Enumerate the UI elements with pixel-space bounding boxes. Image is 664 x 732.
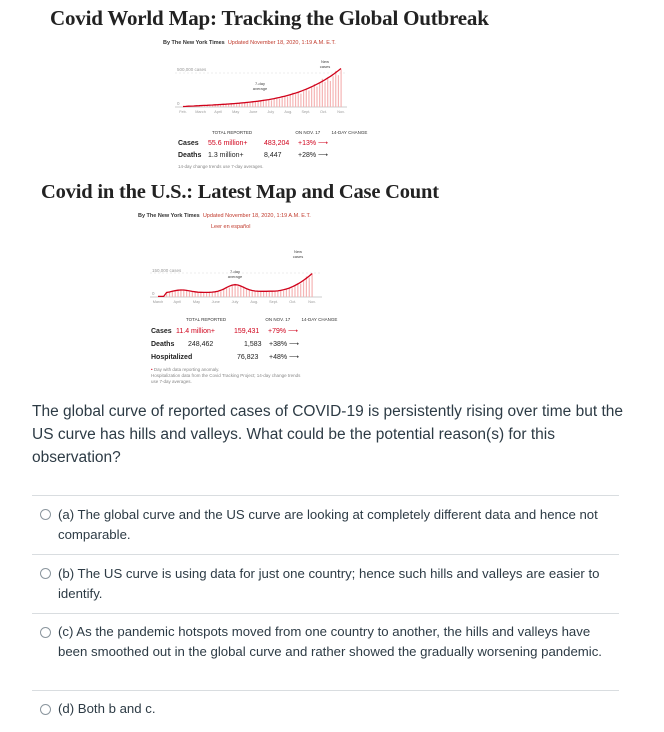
- global-bar: [268, 99, 269, 107]
- us-new-label-2: cases: [292, 254, 304, 259]
- global-bar: [319, 83, 320, 107]
- global-month-label: March: [195, 110, 206, 114]
- spanish-link[interactable]: Leer en español: [211, 224, 251, 230]
- global-stats-header: [212, 130, 367, 135]
- global-bar: [311, 87, 312, 107]
- global-bar: [249, 103, 250, 107]
- us-bar: [263, 291, 264, 297]
- option-divider: [32, 554, 619, 555]
- anomaly-dot-icon: •: [151, 367, 153, 372]
- arrow-right-icon: ⟶: [316, 140, 329, 147]
- global-byline-author[interactable]: By The New York Times: [163, 40, 225, 46]
- us-cases-label: Cases: [151, 328, 172, 335]
- global-month-label: June: [249, 110, 258, 114]
- global-month-label: Feb.: [179, 110, 187, 114]
- option-c-label[interactable]: (c) As the pandemic hotspots moved from one country to another, the hills and valleys have been smoothed out in the global curve and rather showed the gradually worsening pandemic.: [58, 624, 602, 659]
- global-bar: [338, 75, 339, 107]
- option-a-label[interactable]: (a) The global curve and the US curve are looking at completely different data and hence not comparable.: [58, 507, 598, 542]
- us-month-label: June: [211, 300, 220, 304]
- global-month-label: Sept.: [301, 110, 311, 114]
- us-cases-total: 11.4 million+: [176, 328, 215, 335]
- us-hdr-change: 14-DAY CHANGE: [301, 317, 338, 322]
- us-month-label: Nov.: [308, 300, 316, 304]
- global-updated: Updated November 18, 2020, 1:19 A.M. E.T.: [227, 40, 336, 46]
- global-hdr-change: 14-DAY CHANGE: [331, 130, 368, 135]
- option-divider: [32, 613, 619, 614]
- option-d-label[interactable]: (d) Both b and c.: [58, 701, 156, 716]
- us-bar: [277, 291, 278, 297]
- global-bar: [274, 99, 275, 107]
- us-zero-label: 0: [152, 291, 155, 296]
- us-bar: [252, 291, 253, 297]
- global-deaths-label: Deaths: [178, 152, 202, 159]
- us-title: Covid in the U.S.: Latest Map and Case Count: [41, 181, 439, 203]
- us-month-label: Sept.: [269, 300, 278, 304]
- us-month-label: March: [152, 300, 164, 304]
- global-bar: [308, 90, 309, 107]
- global-bar: [327, 77, 328, 107]
- us-row-deaths: [151, 340, 299, 348]
- us-bar: [237, 286, 238, 297]
- global-month-label: Aug.: [284, 110, 293, 114]
- us-bar: [215, 292, 216, 297]
- global-bar: [324, 82, 325, 107]
- us-bar: [209, 292, 210, 297]
- global-cases-on: 483,204: [264, 140, 290, 147]
- us-month-label: April: [173, 300, 182, 304]
- global-bar: [252, 102, 253, 107]
- us-bar: [189, 292, 190, 297]
- global-bar: [284, 95, 285, 107]
- us-bar: [192, 292, 193, 297]
- us-row-cases: [151, 327, 298, 335]
- us-bar: [217, 291, 218, 297]
- option-b-label[interactable]: (b) The US curve is using data for just one country; hence such hills and valleys are easier to identify.: [58, 566, 600, 601]
- us-bar: [272, 291, 273, 297]
- global-bar: [298, 92, 299, 107]
- global-deaths-total: 1.3 million+: [208, 152, 244, 159]
- us-footnote-2: Hospitalization data from the Covid Tracking Project; 14-day change trends: [151, 373, 301, 378]
- us-bar: [169, 292, 170, 297]
- option-divider: [32, 690, 619, 691]
- global-bar: [322, 79, 323, 107]
- us-deaths-total: 248,462: [188, 341, 214, 348]
- us-bar: [283, 291, 284, 297]
- global-avg-label-1: 7-day: [254, 81, 266, 86]
- us-avg-label-1: 7-day: [229, 269, 241, 274]
- global-month-label: July: [267, 110, 275, 114]
- global-bar: [236, 104, 237, 107]
- us-bar: [312, 273, 313, 297]
- global-title: Covid World Map: Tracking the Global Outbreak: [50, 6, 489, 30]
- global-bar: [314, 84, 315, 107]
- us-bar: [197, 293, 198, 297]
- us-bar: [300, 284, 301, 297]
- us-bar: [229, 288, 230, 297]
- us-bar: [292, 288, 293, 297]
- global-bar: [287, 97, 288, 107]
- us-deaths-label: Deaths: [151, 341, 175, 348]
- option-c-radio[interactable]: [40, 627, 51, 638]
- global-cases-total: 55.6 million+: [208, 140, 248, 147]
- global-cases-label: Cases: [178, 140, 199, 147]
- us-bar: [206, 293, 207, 297]
- us-bar: [303, 280, 304, 297]
- global-bar: [335, 71, 336, 107]
- global-bar: [290, 95, 291, 107]
- option-a-radio[interactable]: [40, 509, 51, 520]
- global-bar: [228, 104, 229, 107]
- us-bar: [175, 291, 176, 297]
- us-updated: Updated November 18, 2020, 1:19 A.M. E.T.: [202, 213, 311, 219]
- global-bar: [303, 91, 304, 107]
- option-divider: [32, 495, 619, 496]
- us-bar: [232, 285, 233, 297]
- us-bar: [254, 291, 255, 297]
- global-hdr-on: ON NOV. 17: [295, 130, 321, 135]
- global-byline: [163, 40, 336, 46]
- global-bar: [300, 94, 301, 107]
- us-bar: [306, 276, 307, 297]
- global-bar: [282, 97, 283, 107]
- us-cases-chart: [140, 245, 330, 317]
- us-new-label-1: New: [293, 249, 303, 254]
- us-bar: [297, 283, 298, 297]
- us-hosp-change: +48%: [269, 354, 288, 361]
- us-deaths-change: +38%: [269, 341, 288, 348]
- us-footnote-1: [151, 367, 219, 372]
- global-hdr-total: TOTAL REPORTED: [212, 130, 253, 135]
- us-bar: [220, 291, 221, 297]
- global-month-label: April: [214, 110, 222, 114]
- global-bar: [279, 99, 280, 107]
- question-text: The global curve of reported cases of COVID-19 is persistently rising over time but the US curve has hills and valleys. What could be the potential reason(s) for this observation?: [32, 403, 623, 466]
- global-new-label-2: cases: [319, 64, 331, 69]
- us-bar: [235, 284, 236, 297]
- us-bar: [289, 288, 290, 297]
- arrow-right-icon: ⟶: [287, 341, 300, 348]
- us-byline: [138, 213, 311, 219]
- global-bar: [257, 102, 258, 107]
- us-bar: [294, 286, 295, 297]
- global-bar: [292, 93, 293, 107]
- us-bar: [280, 290, 281, 297]
- us-bar: [269, 292, 270, 297]
- global-bar: [316, 87, 317, 107]
- us-stats-header: [186, 317, 337, 322]
- global-bar: [271, 100, 272, 107]
- us-bar: [226, 287, 227, 297]
- global-bar: [276, 98, 277, 107]
- global-bar: [332, 76, 333, 107]
- us-footnote-3: use 7-day averages.: [151, 379, 192, 384]
- us-bar: [200, 292, 201, 297]
- us-cases-change: +79%: [268, 328, 287, 335]
- us-month-label: Oct.: [289, 300, 297, 304]
- option-d-radio[interactable]: [40, 704, 51, 715]
- global-new-label-1: New: [320, 59, 330, 64]
- global-bar: [244, 103, 245, 107]
- us-bar: [260, 292, 261, 297]
- us-bar: [240, 286, 241, 297]
- global-bar: [341, 69, 342, 107]
- global-bar: [266, 101, 267, 107]
- arrow-right-icon: ⟶: [286, 328, 299, 335]
- global-deaths-on: 8,447: [264, 152, 282, 159]
- us-bar: [177, 290, 178, 297]
- us-hosp-on: 76,823: [237, 354, 259, 361]
- global-deaths-change: +28%: [298, 152, 317, 159]
- us-byline-author[interactable]: By The New York Times: [138, 213, 200, 219]
- us-bar: [246, 289, 247, 297]
- us-deaths-on: 1,583: [244, 341, 262, 348]
- us-avg-label-2: average: [227, 274, 243, 279]
- us-bar: [249, 290, 250, 297]
- global-bar: [260, 101, 261, 107]
- arrow-right-icon: ⟶: [316, 152, 329, 159]
- us-bar: [183, 291, 184, 297]
- us-bar: [286, 289, 287, 297]
- us-hdr-total: TOTAL REPORTED: [186, 317, 227, 322]
- global-bar: [306, 88, 307, 107]
- us-bar: [309, 278, 310, 297]
- arrow-right-icon: ⟶: [287, 354, 300, 361]
- global-month-label: May: [232, 110, 240, 114]
- global-avg-label-2: average: [252, 86, 268, 91]
- us-row-hospitalized: [151, 353, 299, 361]
- us-footnote-1-text: Day with data reporting anomaly.: [153, 367, 220, 372]
- us-month-label: May: [192, 300, 201, 304]
- us-bar: [223, 289, 224, 297]
- us-bar: [186, 290, 187, 297]
- us-cases-on: 159,431: [234, 328, 260, 335]
- global-row-deaths: [178, 151, 328, 159]
- global-month-label: Nov.: [337, 110, 345, 114]
- global-footnote: 14-day change trends use 7-day averages.: [178, 164, 264, 169]
- global-bar: [330, 81, 331, 107]
- global-bar: [241, 104, 242, 107]
- us-month-label: Aug.: [250, 300, 259, 304]
- us-hdr-on: ON NOV. 17: [265, 317, 291, 322]
- global-cases-change: +13%: [298, 140, 317, 147]
- us-ylabel: 150,000 cases: [152, 268, 182, 273]
- us-hosp-label: Hospitalized: [151, 354, 193, 361]
- global-ylabel: 500,000 cases: [177, 67, 207, 72]
- us-month-label: July: [231, 300, 239, 304]
- global-bar: [295, 94, 296, 107]
- global-month-label: Oct.: [319, 110, 327, 114]
- global-cases-chart: [165, 55, 355, 127]
- option-b-radio[interactable]: [40, 568, 51, 579]
- global-zero-label: 0: [177, 101, 180, 106]
- global-row-cases: [178, 139, 328, 147]
